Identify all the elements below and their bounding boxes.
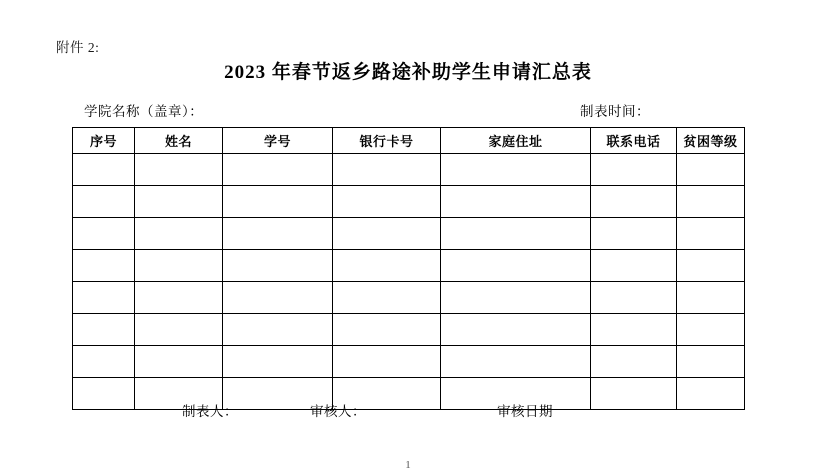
cell-home-address[interactable]	[441, 154, 591, 186]
cell-name[interactable]	[135, 250, 223, 282]
cell-name[interactable]	[135, 282, 223, 314]
page-number: 1	[405, 459, 411, 471]
cell-name[interactable]	[135, 218, 223, 250]
signature-row	[72, 400, 744, 420]
application-summary-table	[72, 127, 745, 410]
attachment-label: 附件 2:	[56, 40, 100, 55]
column-header-bank-card: 银行卡号	[333, 128, 441, 154]
cell-index[interactable]	[73, 314, 135, 346]
cell-index[interactable]	[73, 154, 135, 186]
cell-student-id[interactable]	[223, 282, 333, 314]
cell-student-id[interactable]	[223, 186, 333, 218]
page-title: 2023 年春节返乡路途补助学生申请汇总表	[224, 62, 592, 83]
column-header-student-id: 学号	[223, 128, 333, 154]
table-header-row	[73, 128, 745, 154]
cell-bank-card[interactable]	[333, 282, 441, 314]
cell-poverty-level[interactable]	[677, 282, 745, 314]
cell-name[interactable]	[135, 154, 223, 186]
cell-name[interactable]	[135, 314, 223, 346]
form-date-label: 制表时间：	[580, 104, 650, 119]
cell-phone[interactable]	[591, 282, 677, 314]
cell-index[interactable]	[73, 346, 135, 378]
cell-home-address[interactable]	[441, 282, 591, 314]
table-row	[73, 250, 745, 282]
cell-student-id[interactable]	[223, 154, 333, 186]
cell-name[interactable]	[135, 186, 223, 218]
table-row	[73, 314, 745, 346]
column-header-home-address: 家庭住址	[441, 128, 591, 154]
cell-phone[interactable]	[591, 186, 677, 218]
cell-poverty-level[interactable]	[677, 218, 745, 250]
table-row	[73, 282, 745, 314]
cell-bank-card[interactable]	[333, 250, 441, 282]
cell-home-address[interactable]	[441, 186, 591, 218]
cell-poverty-level[interactable]	[677, 186, 745, 218]
cell-home-address[interactable]	[441, 346, 591, 378]
cell-poverty-level[interactable]	[677, 250, 745, 282]
cell-phone[interactable]	[591, 154, 677, 186]
cell-index[interactable]	[73, 282, 135, 314]
cell-phone[interactable]	[591, 218, 677, 250]
cell-phone[interactable]	[591, 346, 677, 378]
table-row	[73, 186, 745, 218]
cell-poverty-level[interactable]	[677, 154, 745, 186]
cell-home-address[interactable]	[441, 218, 591, 250]
cell-home-address[interactable]	[441, 250, 591, 282]
cell-phone[interactable]	[591, 250, 677, 282]
cell-poverty-level[interactable]	[677, 346, 745, 378]
college-name-label: 学院名称（盖章）：	[84, 104, 204, 119]
cell-student-id[interactable]	[223, 250, 333, 282]
cell-bank-card[interactable]	[333, 218, 441, 250]
table-row	[73, 218, 745, 250]
cell-poverty-level[interactable]	[677, 314, 745, 346]
meta-row	[72, 100, 744, 120]
cell-index[interactable]	[73, 250, 135, 282]
column-header-poverty-level: 贫困等级	[677, 128, 745, 154]
column-header-name: 姓名	[135, 128, 223, 154]
preparer-label: 制表人：	[182, 404, 238, 419]
cell-bank-card[interactable]	[333, 186, 441, 218]
cell-bank-card[interactable]	[333, 154, 441, 186]
cell-student-id[interactable]	[223, 218, 333, 250]
cell-student-id[interactable]	[223, 346, 333, 378]
cell-index[interactable]	[73, 186, 135, 218]
reviewer-label: 审核人：	[310, 404, 366, 419]
cell-name[interactable]	[135, 346, 223, 378]
review-date-label: 审核日期	[497, 404, 553, 419]
cell-phone[interactable]	[591, 314, 677, 346]
table-row	[73, 154, 745, 186]
table-row	[73, 346, 745, 378]
column-header-index: 序号	[73, 128, 135, 154]
cell-index[interactable]	[73, 218, 135, 250]
cell-bank-card[interactable]	[333, 346, 441, 378]
cell-bank-card[interactable]	[333, 314, 441, 346]
column-header-phone: 联系电话	[591, 128, 677, 154]
cell-student-id[interactable]	[223, 314, 333, 346]
cell-home-address[interactable]	[441, 314, 591, 346]
